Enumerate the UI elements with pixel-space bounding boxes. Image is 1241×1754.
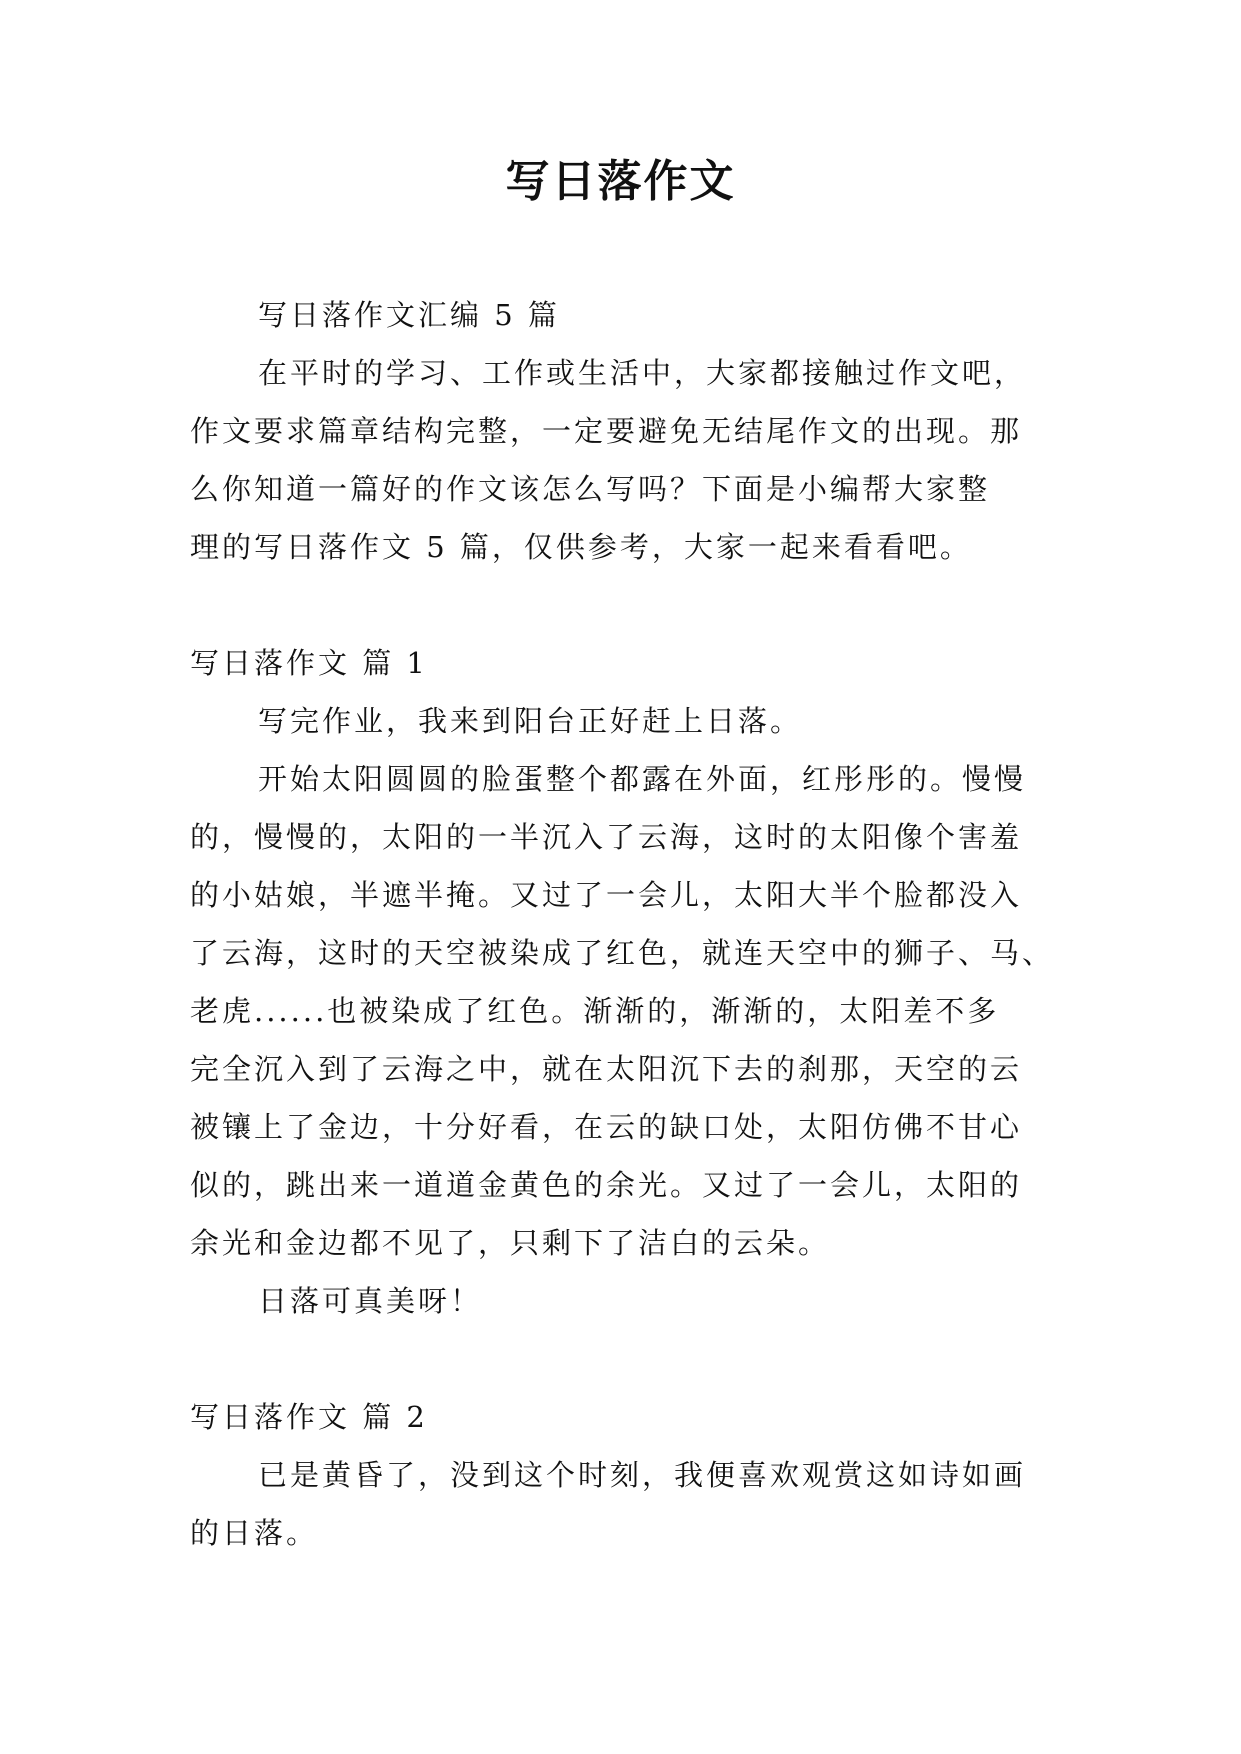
section-spacer [190,1330,1060,1388]
intro-line: 理的写日落作文 5 篇，仅供参考，大家一起来看看吧。 [190,530,972,564]
essay1-paragraph: 日落可真美呀！ [258,1284,483,1318]
essay1-line: 开始太阳圆圆的脸蛋整个都露在外面，红彤彤的。慢慢 [258,762,1027,796]
essay1-line: 的，慢慢的，太阳的一半沉入了云海，这时的太阳像个害羞 [190,820,1023,854]
intro-line: 作文要求篇章结构完整，一定要避免无结尾作文的出现。那 [190,414,1023,448]
essay1-line: 老虎......也被染成了红色。渐渐的，渐渐的，太阳差不多 [190,994,1000,1028]
intro-subtitle: 写日落作文汇编 5 篇 [258,298,560,332]
essay1-heading: 写日落作文 篇 1 [190,646,428,680]
essay2-line: 的日落。 [190,1516,319,1550]
section-spacer [190,576,1060,634]
essay1-line: 完全沉入到了云海之中，就在太阳沉下去的刹那，天空的云 [190,1052,1023,1086]
essay2-heading: 写日落作文 篇 2 [190,1400,428,1434]
essay1-line: 似的，跳出来一道道金黄色的余光。又过了一会儿，太阳的 [190,1168,1023,1202]
essay1-line: 了云海，这时的天空被染成了红色，就连天空中的狮子、马、 [190,936,1055,970]
essay1-paragraph: 写完作业，我来到阳台正好赶上日落。 [258,704,803,738]
essay1-line: 的小姑娘，半遮半掩。又过了一会儿，太阳大半个脸都没入 [190,878,1023,912]
intro-line: 在平时的学习、工作或生活中，大家都接触过作文吧， [258,356,1027,390]
intro-line: 么你知道一篇好的作文该怎么写吗？下面是小编帮大家整 [190,472,991,506]
document-title: 写日落作文 [505,156,736,207]
essay1-line: 余光和金边都不见了，只剩下了洁白的云朵。 [190,1226,831,1260]
essay1-line: 被镶上了金边，十分好看，在云的缺口处，太阳仿佛不甘心 [190,1110,1023,1144]
document-body [190,286,1060,1562]
essay2-line: 已是黄昏了，没到这个时刻，我便喜欢观赏这如诗如画 [258,1458,1027,1492]
